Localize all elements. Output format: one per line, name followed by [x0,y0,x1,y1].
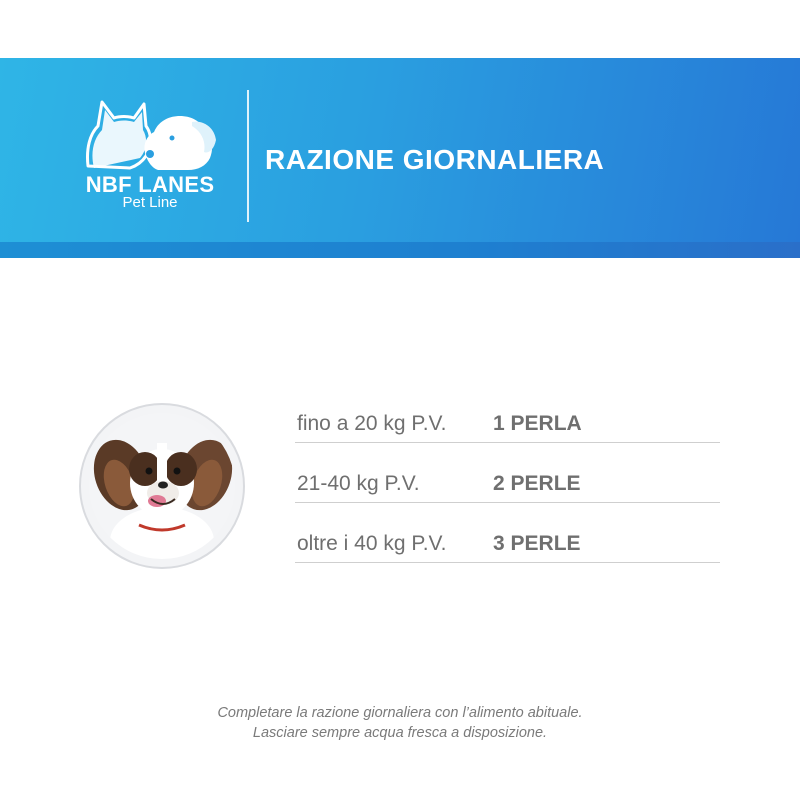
header-divider [247,90,249,222]
page-title: RAZIONE GIORNALIERA [265,144,605,175]
weight-range: oltre i 40 kg P.V. [297,532,447,555]
weight-range: fino a 20 kg P.V. [297,412,447,435]
brand-subline: Pet Line [122,194,178,211]
footnote [0,703,800,743]
brand-name: NBF LANES [85,172,215,197]
header-banner [0,58,800,258]
ration-row [295,412,720,472]
dose-amount: 2 PERLE [493,472,581,495]
ration-table [295,412,720,592]
banner-stripe [0,242,800,258]
ration-row [295,472,720,532]
brand-logo [75,96,225,216]
footnote-line-2: Lasciare sempre acqua fresca a disposizione. [252,725,548,741]
dog-icon [89,413,235,559]
row-divider [295,442,720,443]
ration-row [295,532,720,592]
dose-amount: 1 PERLA [493,412,582,435]
weight-range: 21-40 kg P.V. [297,472,420,495]
row-divider [295,502,720,503]
cat-dog-logo-icon [80,96,220,172]
footnote-line-1: Completare la razione giornaliera con l’alimento abituale. [217,705,583,721]
row-divider [295,562,720,563]
dog-portrait [79,403,245,569]
dose-amount: 3 PERLE [493,532,581,555]
